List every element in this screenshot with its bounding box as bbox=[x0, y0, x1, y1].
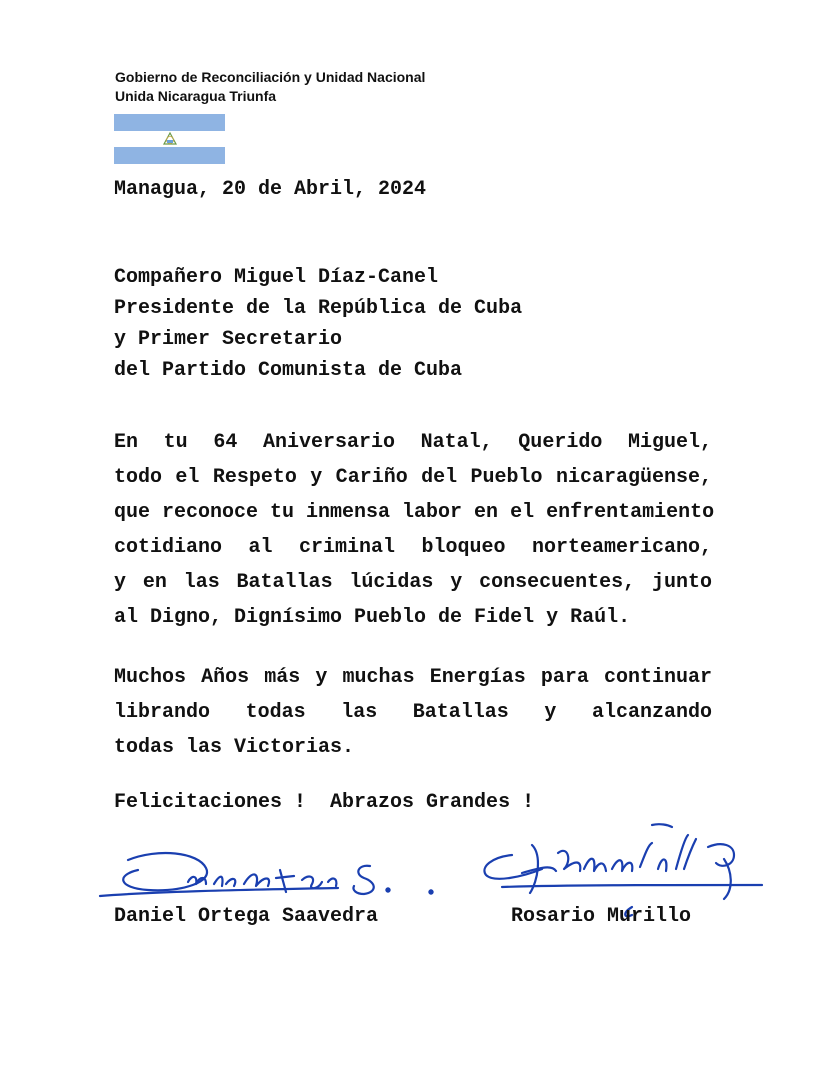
body-line: Muchos Años más y muchas Energías para continuar bbox=[114, 666, 712, 689]
signatory-name-1: Daniel Ortega Saavedra bbox=[114, 905, 379, 928]
letterhead bbox=[115, 68, 425, 106]
body-line: librando todas las Batallas y alcanzando bbox=[114, 701, 712, 724]
recipient-block bbox=[114, 262, 522, 386]
recipient-title-2: y Primer Secretario bbox=[114, 328, 343, 351]
nicaragua-flag-icon bbox=[114, 114, 225, 164]
recipient-title: Presidente de la República de Cuba bbox=[114, 297, 523, 320]
signature-daniel-ortega bbox=[88, 830, 438, 910]
body-line: todo el Respeto y Cariño del Pueblo nicaragüense, bbox=[114, 466, 712, 489]
letterhead-government-name: Gobierno de Reconciliación y Unidad Nacional bbox=[115, 69, 426, 85]
body-line: En tu 64 Aniversario Natal, Querido Miguel, bbox=[114, 431, 712, 454]
body-line: y en las Batallas lúcidas y consecuentes, junto bbox=[114, 571, 712, 594]
flag-emblem-icon bbox=[162, 131, 178, 147]
body-line: todas las Victorias. bbox=[114, 736, 355, 759]
closing-greeting: Felicitaciones ! Abrazos Grandes ! bbox=[114, 791, 535, 814]
letter-date: Managua, 20 de Abril, 2024 bbox=[114, 178, 427, 201]
recipient-name: Compañero Miguel Díaz-Canel bbox=[114, 266, 439, 289]
signatory-name-2: Rosario Murillo bbox=[511, 905, 692, 928]
body-line: al Digno, Dignísimo Pueblo de Fidel y Raúl. bbox=[114, 606, 631, 629]
body-paragraph-2 bbox=[114, 660, 712, 765]
body-paragraph-1 bbox=[114, 425, 715, 635]
body-line: cotidiano al criminal bloqueo norteamericano, bbox=[114, 536, 712, 559]
recipient-title-3: del Partido Comunista de Cuba bbox=[114, 359, 463, 382]
letterhead-slogan: Unida Nicaragua Triunfa bbox=[115, 88, 277, 104]
body-line: que reconoce tu inmensa labor en el enfrentamiento bbox=[114, 501, 715, 524]
